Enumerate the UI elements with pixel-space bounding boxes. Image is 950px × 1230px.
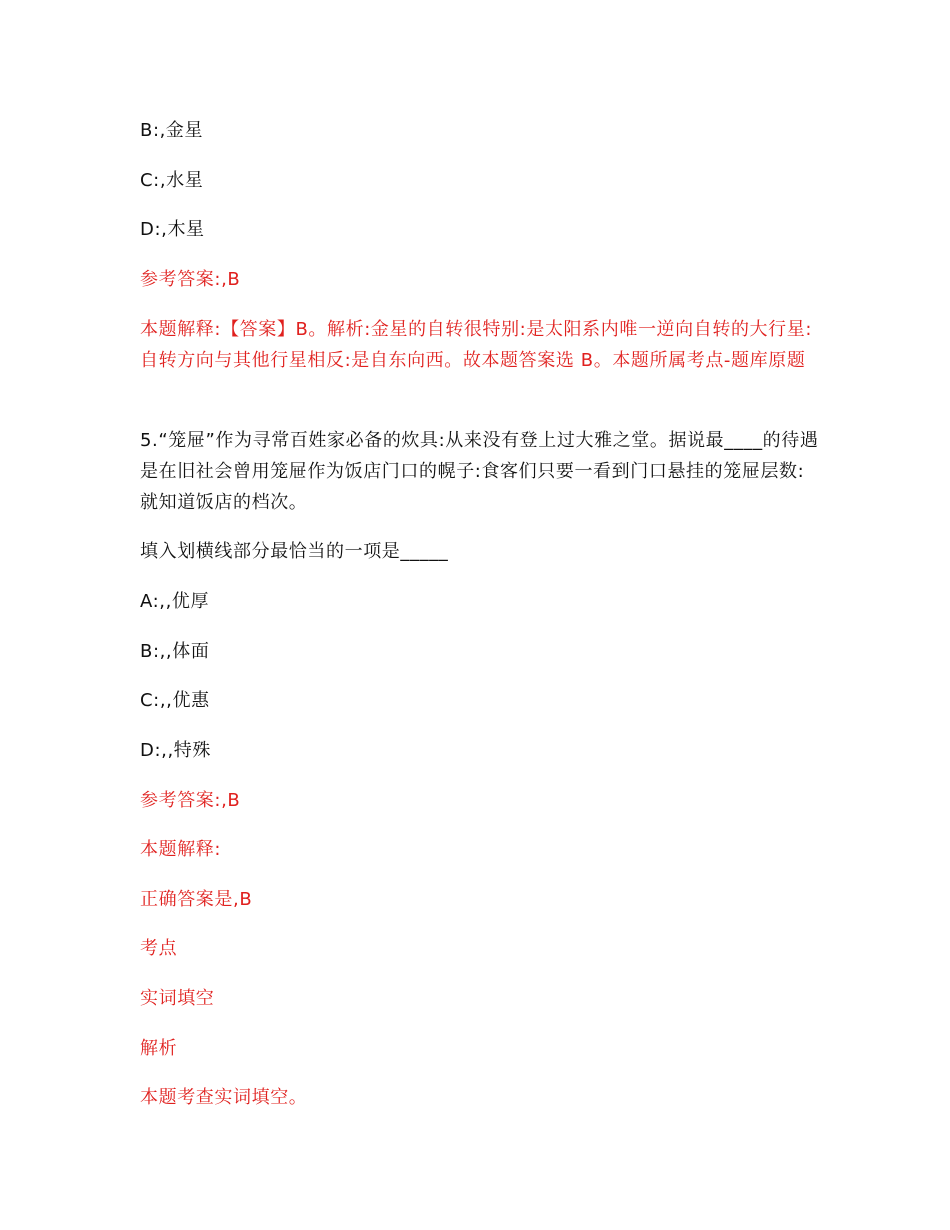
q5-option-c: C:,,优惠 bbox=[140, 690, 210, 711]
q5-kaodian-label: 考点 bbox=[140, 938, 178, 959]
q5-explanation-label: 本题解释: bbox=[140, 839, 222, 860]
q4-option-d: D:,木星 bbox=[140, 219, 205, 240]
q5-stem: 5.“笼屉”作为寻常百姓家必备的炊具:从来没有登上过大雅之堂。据说最____的待遇是在旧社会曾用笼屉作为饭店门口的幌子:食客们只要一看到门口悬挂的笼屉层数:就知道饭店的档次。 bbox=[140, 430, 819, 513]
q5-option-a: A:,,优厚 bbox=[140, 591, 210, 612]
q4-option-c: C:,水星 bbox=[140, 170, 204, 191]
q4-answer: 参考答案:,B bbox=[140, 269, 241, 290]
q5-jiexi: 本题考查实词填空。 bbox=[140, 1087, 308, 1108]
q5-prompt: 填入划横线部分最恰当的一项是_____ bbox=[140, 541, 449, 562]
q5-correct-answer: 正确答案是,B bbox=[140, 889, 253, 910]
q4-explanation: 本题解释:【答案】B。解析:金星的自转很特别:是太阳系内唯一逆向自转的大行星:自转方向与其他行星相反:是自东向西。故本题答案选 B。本题所属考点-题库原题 bbox=[140, 319, 813, 371]
q5-option-b: B:,,体面 bbox=[140, 641, 210, 662]
q5-answer: 参考答案:,B bbox=[140, 790, 241, 811]
q5-kaodian: 实词填空 bbox=[140, 988, 215, 1009]
q5-jiexi-label: 解析 bbox=[140, 1038, 178, 1059]
q4-option-b: B:,金星 bbox=[140, 120, 204, 141]
q5-option-d: D:,,特殊 bbox=[140, 740, 211, 761]
